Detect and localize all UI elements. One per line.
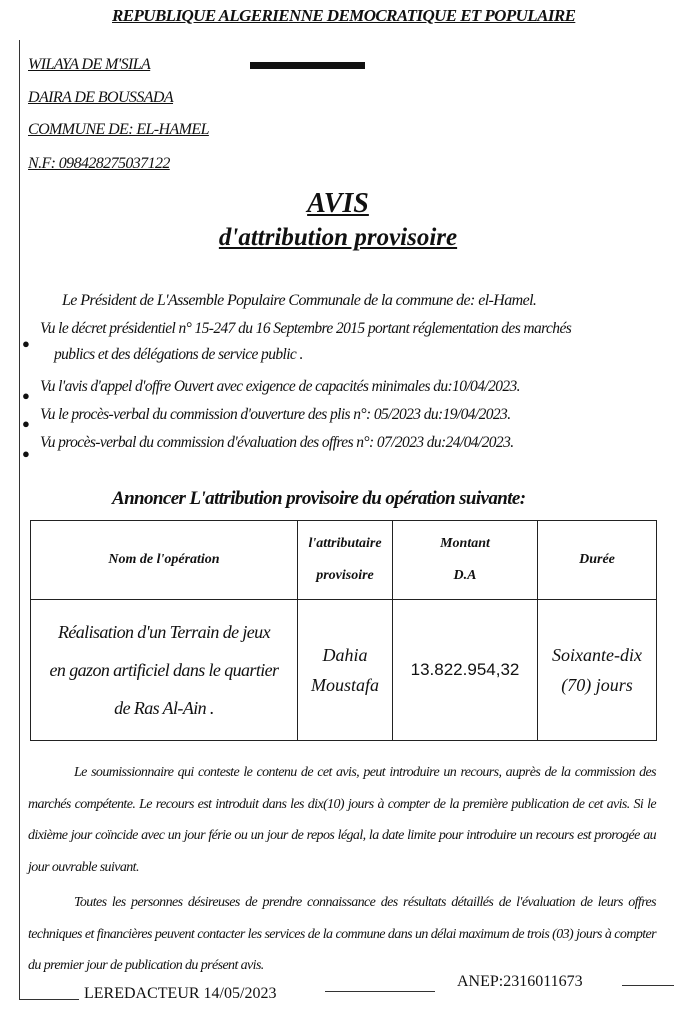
- cell-duree: Soixante-dix (70) jours: [538, 600, 657, 741]
- bullet-2: Vu l'avis d'appel d'offre Ouvert avec exigence de capacités minimales du:10/04/2023.: [40, 378, 520, 395]
- commune: COMMUNE DE: EL-HAMEL: [28, 121, 209, 138]
- header-duree: Durée: [538, 521, 657, 600]
- header-operation: Nom de l'opération: [31, 521, 298, 600]
- header-montant: Montant D.A: [393, 521, 538, 600]
- bullet-4: Vu procès-verbal du commission d'évaluation des offres n°: 07/2023 du:24/04/2023.: [40, 434, 514, 451]
- bullet-3: Vu le procès-verbal du commission d'ouverture des plis n°: 05/2023 du:19/04/2023.: [40, 406, 511, 423]
- header-attributaire: l'attributaire provisoire: [298, 521, 393, 600]
- anep-reference: ANEP:2316011673: [457, 973, 583, 990]
- announce-heading: Annoncer L'attribution provisoire du opération suivante:: [112, 488, 526, 509]
- bullet-icon: ●: [22, 446, 30, 461]
- title-avis: AVIS: [307, 188, 369, 219]
- footer-rule: [325, 991, 435, 992]
- title-subtitle: d'attribution provisoire: [218, 224, 458, 251]
- republic-heading: REPUBLIQUE ALGERIENNE DEMOCRATIQUE ET POPULAIRE: [112, 6, 576, 25]
- cell-operation: Réalisation d'un Terrain de jeux en gazon artificiel dans le quartier de Ras Al-Ain .: [31, 600, 298, 741]
- recourse-paragraph: Le soumissionnaire qui conteste le contenu de cet avis, peut introduire un recours, auprès de la commission des marchés compétente. Le recours est introduit dans les dix(10) jours à compter de la première publication de cet avis. Si le dixième jour coïncide avec un jour férie ou un jour de repos légal, la date limite pour introduire un recours est prorogée au jour ouvrable suivant.: [28, 765, 656, 875]
- bullet-icon: ●: [22, 388, 30, 403]
- redaction-bar: [250, 62, 365, 69]
- table-header-row: [31, 521, 657, 600]
- table-row: [31, 600, 657, 741]
- border-bottom: [19, 999, 79, 1000]
- attribution-table: [30, 520, 657, 741]
- daira: DAIRA DE BOUSSADA: [28, 89, 174, 106]
- redacteur-signature: LEREDACTEUR 14/05/2023: [84, 985, 277, 1002]
- bullet-icon: ●: [22, 416, 30, 431]
- consultation-paragraph: Toutes les personnes désireuses de prendre connaissance des résultats détaillés de l'évaluation de leurs offres techniques et financières peuvent contacter les services de la commune dans un délai maximum de trois (03) jours à compter du premier jour de publication du présent avis.: [28, 895, 656, 973]
- bullet-icon: ●: [22, 336, 30, 351]
- wilaya: WILAYA DE M'SILA: [28, 56, 151, 73]
- bullet-1-line1: Vu le décret présidentiel n° 15-247 du 16 Septembre 2015 portant réglementation des marchés: [40, 320, 572, 337]
- nf-number: N.F: 098428275037122: [28, 155, 170, 172]
- bullet-1-line2: publics et des délégations de service public .: [54, 346, 303, 363]
- intro: Le Président de L'Assemble Populaire Communale de la commune de: el-Hamel.: [62, 292, 537, 309]
- cell-montant: 13.822.954,32: [393, 600, 538, 741]
- footer-rule: [622, 985, 674, 986]
- cell-attributaire: Dahia Moustafa: [298, 600, 393, 741]
- border-left: [19, 40, 20, 1000]
